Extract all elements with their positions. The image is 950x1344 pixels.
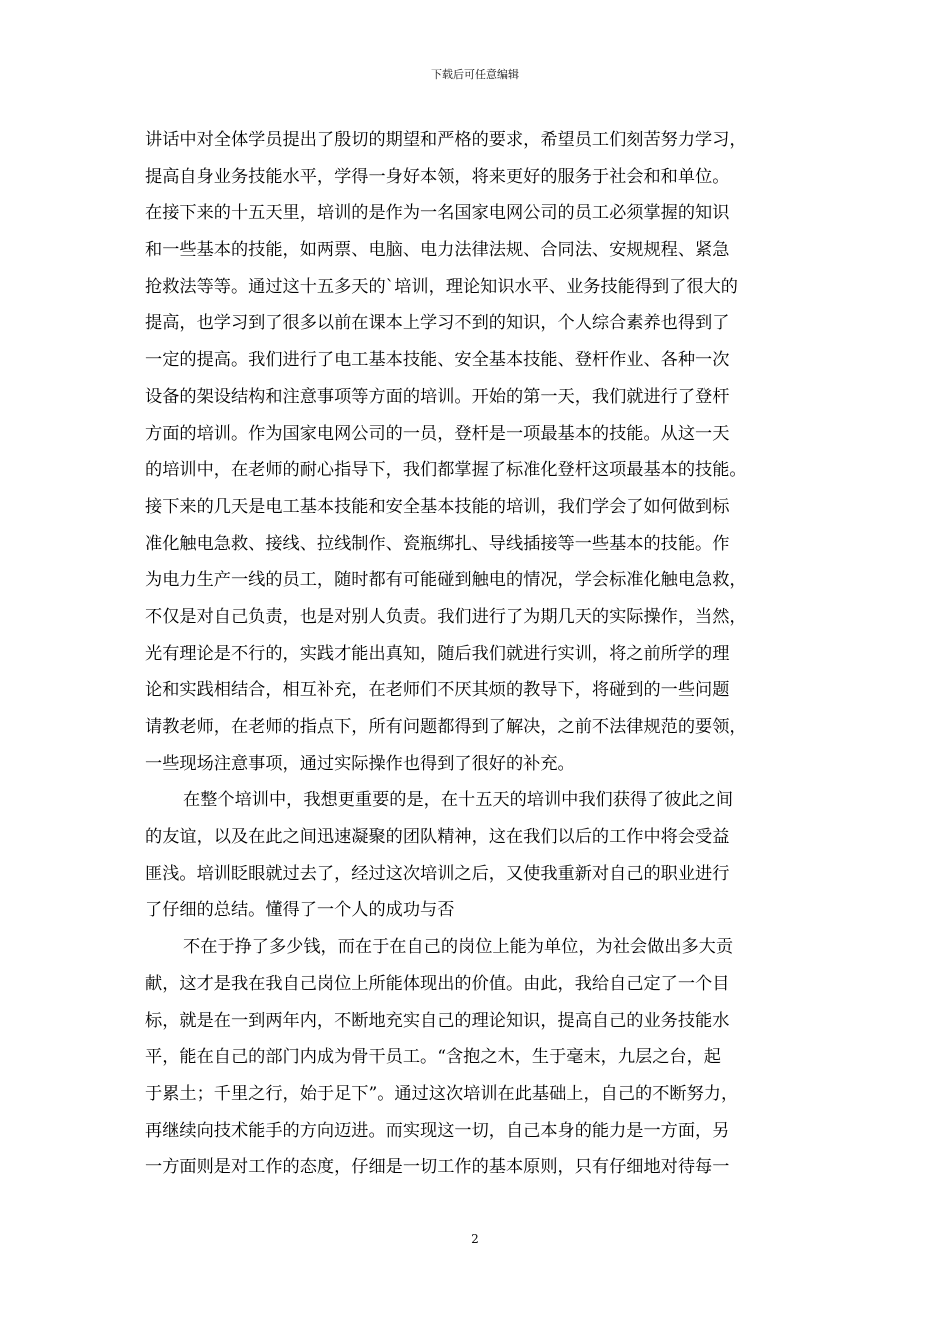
header-text: 下载后可任意编辑 bbox=[431, 68, 519, 81]
text-line: 论和实践相结合，相互补充，在老师们不厌其烦的教导下，将碰到的一些问题 bbox=[145, 680, 730, 701]
text-line: 标，就是在一到两年内，不断地充实自己的理论知识，提高自己的业务技能水 bbox=[145, 1010, 730, 1031]
text-line: 设备的架设结构和注意事项等方面的培训。开始的第一天，我们就进行了登杆 bbox=[145, 386, 730, 407]
text-line: 一方面则是对工作的态度，仔细是一切工作的基本原则，只有仔细地对待每一 bbox=[145, 1157, 730, 1178]
text-line: 再继续向技术能手的方向迈进。而实现这一切，自己本身的能力是一方面，另 bbox=[145, 1120, 730, 1141]
text-line: 在整个培训中，我想更重要的是，在十五天的培训中我们获得了彼此之间 bbox=[183, 790, 734, 811]
text-line: 提高自身业务技能水平，学得一身好本领，将来更好的服务于社会和和单位。 bbox=[145, 166, 730, 187]
text-line: 献，这才是我在我自己岗位上所能体现出的价值。由此，我给自己定了一个目 bbox=[145, 973, 730, 994]
text-line: 请教老师，在老师的指点下，所有问题都得到了解决，之前不法律规范的要领， bbox=[145, 717, 747, 737]
text-line: 的友谊，以及在此之间迅速凝聚的团队精神，这在我们以后的工作中将会受益 bbox=[145, 827, 730, 848]
text-line: 光有理论是不行的，实践才能出真知，随后我们就进行实训，将之前所学的理 bbox=[145, 643, 730, 664]
text-line: 不仅是对自己负责，也是对别人负责。我们进行了为期几天的实际操作，当然， bbox=[145, 606, 747, 627]
text-line: 方面的培训。作为国家电网公司的一员，登杆是一项最基本的技能。从这一天 bbox=[145, 423, 730, 444]
text-line: 抢救法等等。通过这十五多天的`培训，理论知识水平、业务技能得到了很大的 bbox=[145, 276, 738, 297]
text-line: 接下来的几天是电工基本技能和安全基本技能的培训，我们学会了如何做到标 bbox=[145, 496, 730, 517]
text-line: 在接下来的十五天里，培训的是作为一名国家电网公司的员工必须掌握的知识 bbox=[145, 203, 730, 224]
text-line: 一些现场注意事项，通过实际操作也得到了很好的补充。 bbox=[145, 753, 575, 774]
text-line: 的培训中，在老师的耐心指导下，我们都掌握了标准化登杆这项最基本的技能。 bbox=[145, 460, 747, 481]
text-line: 提高，也学习到了很多以前在课本上学习不到的知识，个人综合素养也得到了 bbox=[145, 313, 730, 334]
text-line: 准化触电急救、接线、拉线制作、瓷瓶绑扎、导线插接等一些基本的技能。作 bbox=[145, 533, 730, 554]
text-line: 不在于挣了多少钱，而在于在自己的岗位上能为单位，为社会做出多大贡 bbox=[183, 937, 734, 958]
page-number-text: 2 bbox=[471, 1232, 479, 1246]
page-header bbox=[0, 68, 950, 82]
text-line: 一定的提高。我们进行了电工基本技能、安全基本技能、登杆作业、各种一次 bbox=[145, 350, 730, 371]
text-line: 匪浅。培训眨眼就过去了，经过这次培训之后，又使我重新对自己的职业进行 bbox=[145, 863, 730, 884]
text-line: 平，能在自己的部门内成为骨干员工。“含抱之木，生于毫末，九层之台，起 bbox=[145, 1047, 721, 1068]
text-line: 讲话中对全体学员提出了殷切的期望和严格的要求，希望员工们刻苦努力学习， bbox=[145, 130, 747, 150]
document-body bbox=[145, 122, 810, 1186]
text-line: 了仔细的总结。懂得了一个人的成功与否 bbox=[145, 900, 455, 921]
text-line: 于累土；千里之行，始于足下”。通过这次培训在此基础上，自己的不断努力， bbox=[145, 1083, 739, 1104]
page-number bbox=[0, 1232, 950, 1246]
text-line: 为电力生产一线的员工，随时都有可能碰到触电的情况，学会标准化触电急救， bbox=[145, 570, 747, 591]
text-line: 和一些基本的技能，如两票、电脑、电力法律法规、合同法、安规规程、紧急 bbox=[145, 240, 730, 261]
